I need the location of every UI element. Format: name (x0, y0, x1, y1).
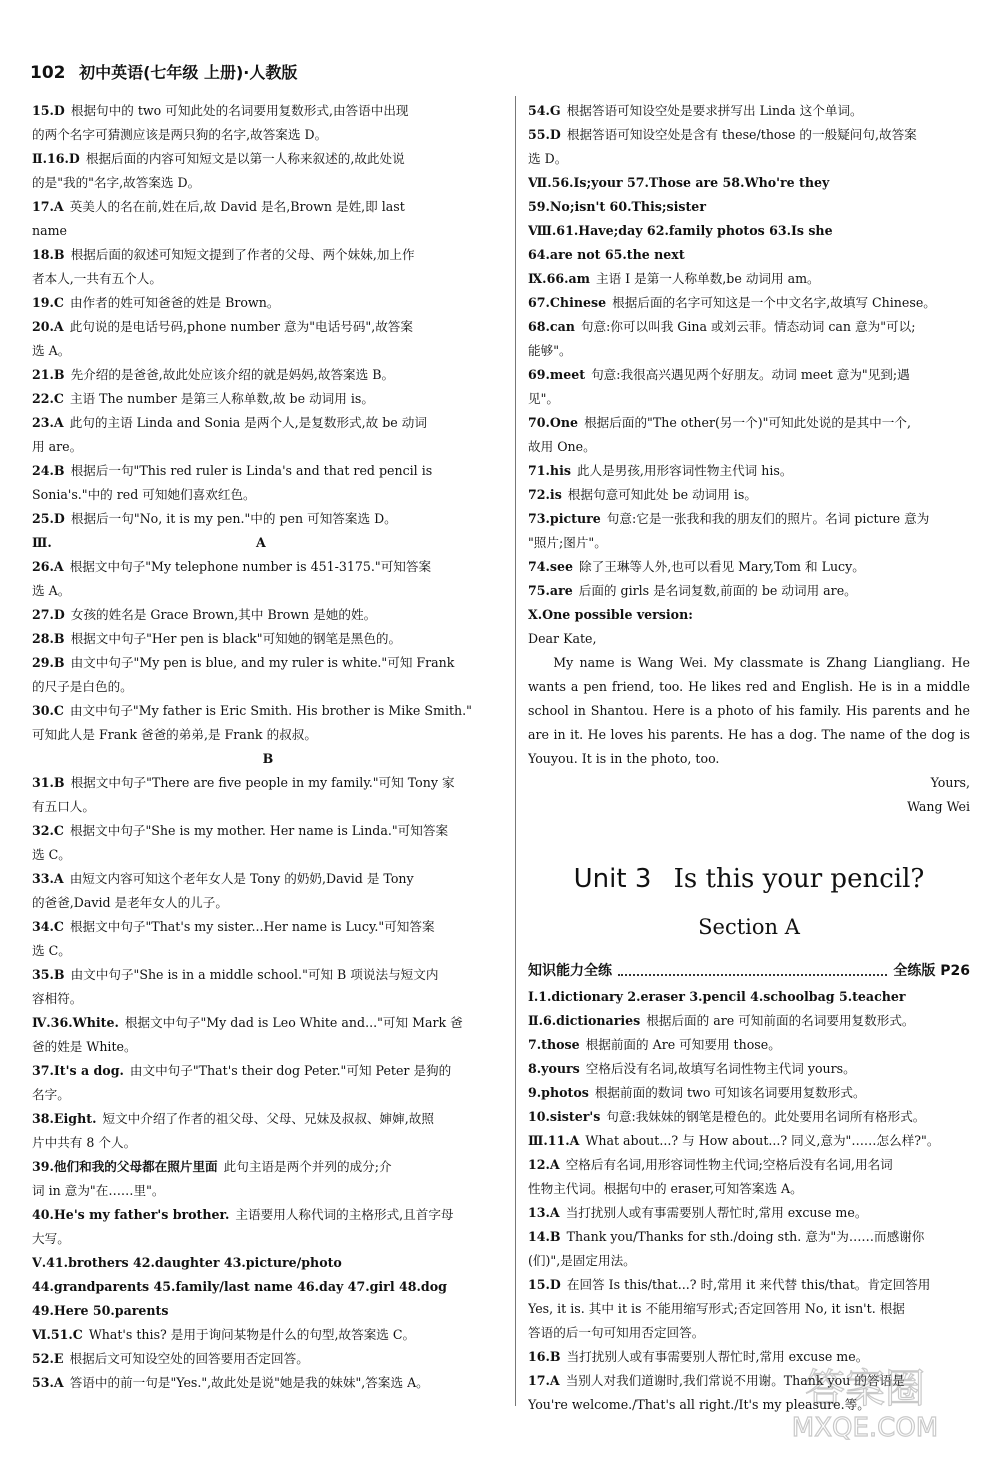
answer-line (528, 531, 970, 555)
answer-line (32, 531, 504, 555)
answer-line (528, 243, 970, 267)
answer-key: 38.Eight. (32, 1111, 97, 1126)
answer-text: 的尺子是白色的。 (32, 679, 133, 694)
answer-line (528, 1225, 970, 1249)
answer-key: 18.B (32, 247, 65, 262)
answer-key: 24.B (32, 463, 65, 478)
answer-text: 根据句中的 two 可知此处的名词要用复数形式,由答语中出现 (70, 103, 409, 118)
answer-line (32, 435, 504, 459)
answer-line (32, 1227, 504, 1251)
answer-text: 片中共有 8 个人。 (32, 1135, 137, 1150)
answer-line (32, 699, 504, 723)
answer-text: 根据文中句子"She is my mother. Her name is Linda."可知答案 (69, 823, 449, 838)
answer-text: 大写。 (32, 1231, 70, 1246)
answer-text: name (32, 223, 68, 238)
answer-key: 52.E (32, 1351, 64, 1366)
section-title: Section A (698, 915, 800, 939)
answer-line (32, 1347, 504, 1371)
answer-key: 31.B (32, 775, 65, 790)
answer-line (528, 459, 970, 483)
answer-text: 容相符。 (32, 991, 83, 1006)
answer-key: 27.D (32, 607, 65, 622)
answer-text: You're welcome./That's all right./It's my pleasure.等。 (528, 1397, 870, 1412)
answer-key: 35.B (32, 967, 65, 982)
answer-line (528, 411, 970, 435)
answer-text: 此句的主语 Linda and Sonia 是两个人,是复数形式,故 be 动词 (69, 415, 427, 430)
answer-line (32, 1251, 504, 1275)
answer-line (528, 985, 970, 1009)
answer-line (528, 1057, 970, 1081)
answer-line (528, 195, 970, 219)
answer-key: 14.B (528, 1229, 561, 1244)
answer-key: 74.see (528, 559, 574, 574)
answer-line (32, 1011, 504, 1035)
answer-text: 有五口人。 (32, 799, 95, 814)
answer-line (32, 1275, 504, 1299)
answer-key: 22.C (32, 391, 64, 406)
answer-text: "照片;图片"。 (528, 535, 607, 550)
answer-line (32, 819, 504, 843)
answer-line (528, 1153, 970, 1177)
answer-key: Ⅱ.6.dictionaries (528, 1013, 641, 1028)
answer-line (528, 315, 970, 339)
answer-line (528, 1129, 970, 1153)
answer-line (528, 99, 970, 123)
answer-key: 28.B (32, 631, 65, 646)
answer-key: Ⅰ.1.dictionary 2.eraser 3.pencil 4.schoolbag 5.teacher (528, 989, 906, 1004)
answer-key: 53.A (32, 1375, 64, 1390)
answer-key: 73.picture (528, 511, 601, 526)
answer-key: 34.C (32, 919, 64, 934)
answer-line (32, 555, 504, 579)
answer-text: 根据前面的数词 two 可知该名词要用复数形式。 (594, 1085, 866, 1100)
answer-line (528, 1105, 970, 1129)
answer-text: 根据文中句子"There are five people in my family."可知 Tony 家 (70, 775, 455, 790)
answer-key: 32.C (32, 823, 64, 838)
answer-text: (们)",是固定用法。 (528, 1253, 636, 1268)
answer-key: 44.grandparents 45.family/last name 46.day 47.girl 48.dog (32, 1279, 447, 1294)
answer-line (528, 291, 970, 315)
answer-key: 7.those (528, 1037, 580, 1052)
answer-text: 者本人,一共有五个人。 (32, 271, 162, 286)
answer-line (32, 675, 504, 699)
answer-key: Ⅵ.51.C (32, 1327, 83, 1342)
answer-text: 此句说的是电话号码,phone number 意为"电话号码",故答案 (69, 319, 413, 334)
answer-key: 23.A (32, 415, 64, 430)
letter-signature: Wang Wei (907, 799, 970, 814)
answer-line (528, 1081, 970, 1105)
answer-key: Ⅷ.61.Have;day 62.family photos 63.Is she (528, 223, 833, 238)
answer-key: 12.A (528, 1157, 560, 1172)
answer-text: 答语的后一句可知用否定回答。 (528, 1325, 705, 1340)
answer-text: 空格后有名词,用形容词性物主代词;空格后没有名词,用名词 (565, 1157, 893, 1172)
watermark-logo (750, 1354, 980, 1444)
answer-text: 词 in 意为"在……里"。 (32, 1183, 165, 1198)
answer-text: 空格后没有名词,故填写名词性物主代词 yours。 (585, 1061, 856, 1076)
answer-text: 根据后文可知设空处的回答要用否定回答。 (69, 1351, 309, 1366)
answer-line (32, 795, 504, 819)
answer-key: 71.his (528, 463, 571, 478)
answer-text: 故用 One。 (528, 439, 596, 454)
answer-key: 39.他们和我的父母都在照片里面 (32, 1159, 218, 1174)
answer-line (32, 603, 504, 627)
answer-line (32, 387, 504, 411)
page-number: 102 (30, 63, 66, 83)
answer-text: 根据文中句子"Her pen is black"可知她的钢笔是黑色的。 (70, 631, 402, 646)
answer-text: 主语 I 是第一人称单数,be 动词用 am。 (595, 271, 820, 286)
answer-text: What about...? 与 How about...? 同义,意为"……怎么样?"。 (585, 1133, 940, 1148)
answer-line (32, 1107, 504, 1131)
answer-text: 句意:你可以叫我 Gina 或刘云菲。情态动词 can 意为"可以; (580, 319, 916, 334)
answer-text: 句意:我妹妹的钢笔是橙色的。此处要用名词所有格形式。 (606, 1109, 926, 1124)
dotted-leader (618, 966, 887, 976)
answer-key: 8.yours (528, 1061, 580, 1076)
answer-key: Ⅲ.11.A (528, 1133, 580, 1148)
answer-text: 根据文中句子"My telephone number is 451-3175."可知答案 (69, 559, 432, 574)
watermark-line2: MXQE.COM (791, 1413, 939, 1443)
answer-text: 当别人对我们道谢时,我们常说不用谢。Thank you 的答语是 (565, 1373, 905, 1388)
answer-key: 26.A (32, 559, 64, 574)
answers-unit3 (528, 985, 970, 1417)
answer-key: Ⅱ.16.D (32, 151, 80, 166)
answer-text: 可知此人是 Frank 爸爸的弟弟,是 Frank 的叔叔。 (32, 727, 317, 742)
answer-text: 由文中句子"That's their dog Peter."可知 Peter 是狗的 (129, 1063, 452, 1078)
answer-line (32, 1059, 504, 1083)
left-column (32, 99, 504, 1395)
answer-line (32, 1299, 504, 1323)
column-divider (515, 96, 516, 1406)
answer-key: 67.Chinese (528, 295, 607, 310)
subsection-label: A (255, 535, 266, 550)
answer-line (528, 1177, 970, 1201)
answer-text: 由作者的姓可知爸爸的姓是 Brown。 (69, 295, 280, 310)
answer-key: 69.meet (528, 367, 586, 382)
answer-text: 根据答语可知设空处是含有 these/those 的一般疑问句,故答案 (566, 127, 917, 142)
page-header (30, 60, 970, 83)
letter-greeting: Dear Kate, (528, 631, 597, 646)
answer-text: 除了王琳等人外,也可以看见 Mary,Tom 和 Lucy。 (579, 559, 865, 574)
answer-line (32, 939, 504, 963)
right-column (528, 99, 970, 1417)
unit-heading (528, 859, 970, 899)
answer-text: 由文中句子"My pen is blue, and my ruler is white."可知 Frank (70, 655, 455, 670)
sample-letter (528, 627, 970, 819)
answer-key: 20.A (32, 319, 64, 334)
answer-line (528, 1249, 970, 1273)
answer-key: Ⅲ. (32, 535, 52, 550)
answer-line (32, 867, 504, 891)
practice-label: 知识能力全练 (528, 963, 612, 979)
letter-body: My name is Wang Wei. My classmate is Zhang Liangliang. He wants a pen friend, too. He likes red and English. He is in a middle school in Shantou. Here is a photo of his family. His parents and he are in it. He loves his parents. He has a dog. The name of the dog is Youyou. It is in the photo, too. (528, 655, 970, 766)
answer-text: 在回答 Is this/that...? 时,常用 it 来代替 this/that。肯定回答用 (566, 1277, 931, 1292)
answer-line (32, 123, 504, 147)
answer-text: 句意:它是一张我和我的朋友们的照片。名词 picture 意为 (606, 511, 930, 526)
answer-key: 15.D (32, 103, 65, 118)
answer-key: 10.sister's (528, 1109, 601, 1124)
answer-text: 主语 The number 是第三人称单数,故 be 动词用 is。 (69, 391, 374, 406)
answer-text: 根据后面的内容可知短文是以第一人称来叙述的,故此处说 (85, 151, 405, 166)
answer-text: 先介绍的是爸爸,故此处应该介绍的就是妈妈,故答案选 B。 (70, 367, 395, 382)
answer-line (32, 411, 504, 435)
answer-line (528, 123, 970, 147)
answer-text: Sonia's."中的 red 可知她们喜欢红色。 (32, 487, 256, 502)
answer-key: 75.are (528, 583, 573, 598)
answer-line (32, 315, 504, 339)
answer-line (32, 483, 504, 507)
answer-line (528, 363, 970, 387)
letter-closing: Yours, (930, 775, 970, 790)
unit-title: Is this your pencil? (673, 864, 925, 894)
answer-text: 选 C。 (32, 943, 71, 958)
answer-text: Thank you/Thanks for sth./doing sth. 意为"为……而感谢你 (566, 1229, 925, 1244)
answer-line (32, 171, 504, 195)
answer-key: 19.C (32, 295, 64, 310)
answer-text: 名字。 (32, 1087, 70, 1102)
answer-line (528, 339, 970, 363)
practice-edition: 全练版 P26 (893, 963, 970, 979)
answer-line (528, 1201, 970, 1225)
answer-line (32, 1371, 504, 1395)
answer-line (528, 219, 970, 243)
unit-label: Unit 3 (573, 864, 652, 894)
answer-text: 选 A。 (32, 343, 71, 358)
answer-line (528, 1297, 970, 1321)
subsection-label: B (262, 751, 274, 766)
answer-line (528, 483, 970, 507)
answer-line (32, 459, 504, 483)
answer-key: 64.are not 65.the next (528, 247, 685, 262)
answer-text: 根据文中句子"That's my sister...Her name is Lucy."可知答案 (69, 919, 435, 934)
answer-line (32, 963, 504, 987)
answer-text: 短文中介绍了作者的祖父母、父母、兄妹及叔叔、婶婶,故照 (102, 1111, 434, 1126)
answer-text: 根据文中句子"My dad is Leo White and..."可知 Mark 爸 (124, 1015, 463, 1030)
answer-line (32, 987, 504, 1011)
answer-key: Ⅸ.66.am (528, 271, 590, 286)
answer-key: 17.A (528, 1373, 560, 1388)
answer-key: 70.One (528, 415, 579, 430)
answer-text: 的爸爸,David 是老年女人的儿子。 (32, 895, 228, 910)
answer-key: 33.A (32, 871, 64, 886)
answer-text: 后面的 girls 是名词复数,前面的 be 动词用 are。 (578, 583, 857, 598)
answer-text: 选 D。 (528, 151, 568, 166)
answer-text: 的是"我的"名字,故答案选 D。 (32, 175, 201, 190)
answer-key: 30.C (32, 703, 64, 718)
answer-key: 54.G (528, 103, 561, 118)
answer-line (528, 555, 970, 579)
answer-text: 爸的姓是 White。 (32, 1039, 137, 1054)
answer-line (32, 1179, 504, 1203)
answer-text: 当打扰别人或有事需要别人帮忙时,常用 excuse me。 (566, 1349, 869, 1364)
answer-key: 68.can (528, 319, 575, 334)
answer-line (32, 843, 504, 867)
answer-text: 根据前面的 Are 可知要用 those。 (585, 1037, 781, 1052)
answer-key: 13.A (528, 1205, 560, 1220)
answer-line (528, 147, 970, 171)
answer-line (32, 1035, 504, 1059)
answer-text: 根据后面的名字可知这是一个中文名字,故填写 Chinese。 (612, 295, 936, 310)
answer-line (32, 651, 504, 675)
answer-line (528, 267, 970, 291)
answer-text: 句意:我很高兴遇见两个好朋友。动词 meet 意为"见到;遇 (591, 367, 910, 382)
answer-line (528, 435, 970, 459)
answer-key: 49.Here 50.parents (32, 1303, 169, 1318)
answer-key: Ⅳ.36.White. (32, 1015, 119, 1030)
answer-line (32, 219, 504, 243)
answer-line (528, 507, 970, 531)
answer-text: 由短文内容可知这个老年女人是 Tony 的奶奶,David 是 Tony (69, 871, 414, 886)
answer-line (32, 1155, 504, 1179)
answer-line (32, 99, 504, 123)
answer-text: What's this? 是用于询问某物是什么的句型,故答案选 C。 (88, 1327, 416, 1342)
answer-key: 16.B (528, 1349, 561, 1364)
answer-line (32, 1131, 504, 1155)
answer-text: 主语要用人称代词的主格形式,且首字母 (235, 1207, 454, 1222)
answer-line (32, 243, 504, 267)
answer-key: 15.D (528, 1277, 561, 1292)
answer-text: 根据后一句"This red ruler is Linda's and that red pencil is (70, 463, 433, 478)
answer-line (32, 1203, 504, 1227)
answer-line (32, 267, 504, 291)
answer-line (528, 1273, 970, 1297)
answer-line (528, 1321, 970, 1345)
answer-key: 40.He's my father's brother. (32, 1207, 230, 1222)
answer-line (528, 1009, 970, 1033)
answer-key: 25.D (32, 511, 65, 526)
answer-text: 根据答语可知设空处是要求拼写出 Linda 这个单词。 (566, 103, 863, 118)
answer-text: 女孩的姓名是 Grace Brown,其中 Brown 是她的姓。 (70, 607, 377, 622)
answer-text: 根据后面的"The other(另一个)"可知此处说的是其中一个, (584, 415, 911, 430)
answer-key: 55.D (528, 127, 561, 142)
answer-text: 英美人的名在前,姓在后,故 David 是名,Brown 是姓,即 last (69, 199, 405, 214)
answer-line (32, 147, 504, 171)
answer-line (32, 627, 504, 651)
answer-key: 21.B (32, 367, 65, 382)
answer-line (32, 1323, 504, 1347)
answer-key: 59.No;isn't 60.This;sister (528, 199, 706, 214)
answer-text: 性物主代词。根据句中的 eraser,可知答案选 A。 (528, 1181, 803, 1196)
answer-line (528, 387, 970, 411)
answer-text: Yes, it is. 其中 it is 不能用缩写形式;否定回答用 No, it isn't. 根据 (528, 1301, 905, 1316)
answer-text: 由文中句子"She is in a middle school."可知 B 项说法与短文内 (70, 967, 439, 982)
answer-line (528, 1033, 970, 1057)
answer-text: 此人是男孩,用形容词性物主代词 his。 (576, 463, 793, 478)
answer-text: 的两个名字可猜测应该是两只狗的名字,故答案选 D。 (32, 127, 328, 142)
answer-text: 根据后面的 are 可知前面的名词要用复数形式。 (646, 1013, 915, 1028)
answer-line (528, 171, 970, 195)
answer-key: Ⅶ.56.Is;your 57.Those are 58.Who're they (528, 175, 830, 190)
practice-bar (528, 957, 970, 985)
answer-line (32, 339, 504, 363)
answer-line (32, 723, 504, 747)
answer-key: 72.is (528, 487, 562, 502)
answer-line (32, 891, 504, 915)
answer-key: 9.photos (528, 1085, 589, 1100)
answer-text: 用 are。 (32, 439, 83, 454)
answer-key: 17.A (32, 199, 64, 214)
answer-key: Ⅴ.41.brothers 42.daughter 43.picture/photo (32, 1255, 342, 1270)
answers-54-75 (528, 99, 970, 627)
answer-text: 选 A。 (32, 583, 71, 598)
answer-line (32, 1083, 504, 1107)
answer-line (32, 915, 504, 939)
answer-text: 此句主语是两个并列的成分;介 (223, 1159, 392, 1174)
answer-line (32, 195, 504, 219)
answer-line (32, 363, 504, 387)
answer-text: 当打扰别人或有事需要别人帮忙时,常用 excuse me。 (565, 1205, 868, 1220)
answer-text: 根据后面的叙述可知短文提到了作者的父母、两个妹妹,加上作 (70, 247, 415, 262)
answer-text: 答语中的前一句是"Yes.",故此处是说"她是我的妹妹",答案选 A。 (69, 1375, 429, 1390)
answer-key: 29.B (32, 655, 65, 670)
answer-line (528, 579, 970, 603)
answer-text: 选 C。 (32, 847, 71, 862)
answer-line (32, 771, 504, 795)
answer-text: 根据后一句"No, it is my pen."中的 pen 可知答案选 D。 (70, 511, 397, 526)
answer-text: 根据句意可知此处 be 动词用 is。 (567, 487, 757, 502)
answer-text: 见"。 (528, 391, 559, 406)
watermark-line1: 答案圈 (805, 1366, 925, 1412)
answer-key: Ⅹ.One possible version: (528, 607, 693, 622)
answer-text: 由文中句子"My father is Eric Smith. His brother is Mike Smith." (69, 703, 472, 718)
answer-line (32, 579, 504, 603)
answer-key: 37.It's a dog. (32, 1063, 124, 1078)
answer-line (32, 507, 504, 531)
answer-text: 能够"。 (528, 343, 572, 358)
book-title: 初中英语(七年级 上册)·人教版 (79, 63, 298, 82)
answer-line (32, 291, 504, 315)
answer-line (528, 603, 970, 627)
